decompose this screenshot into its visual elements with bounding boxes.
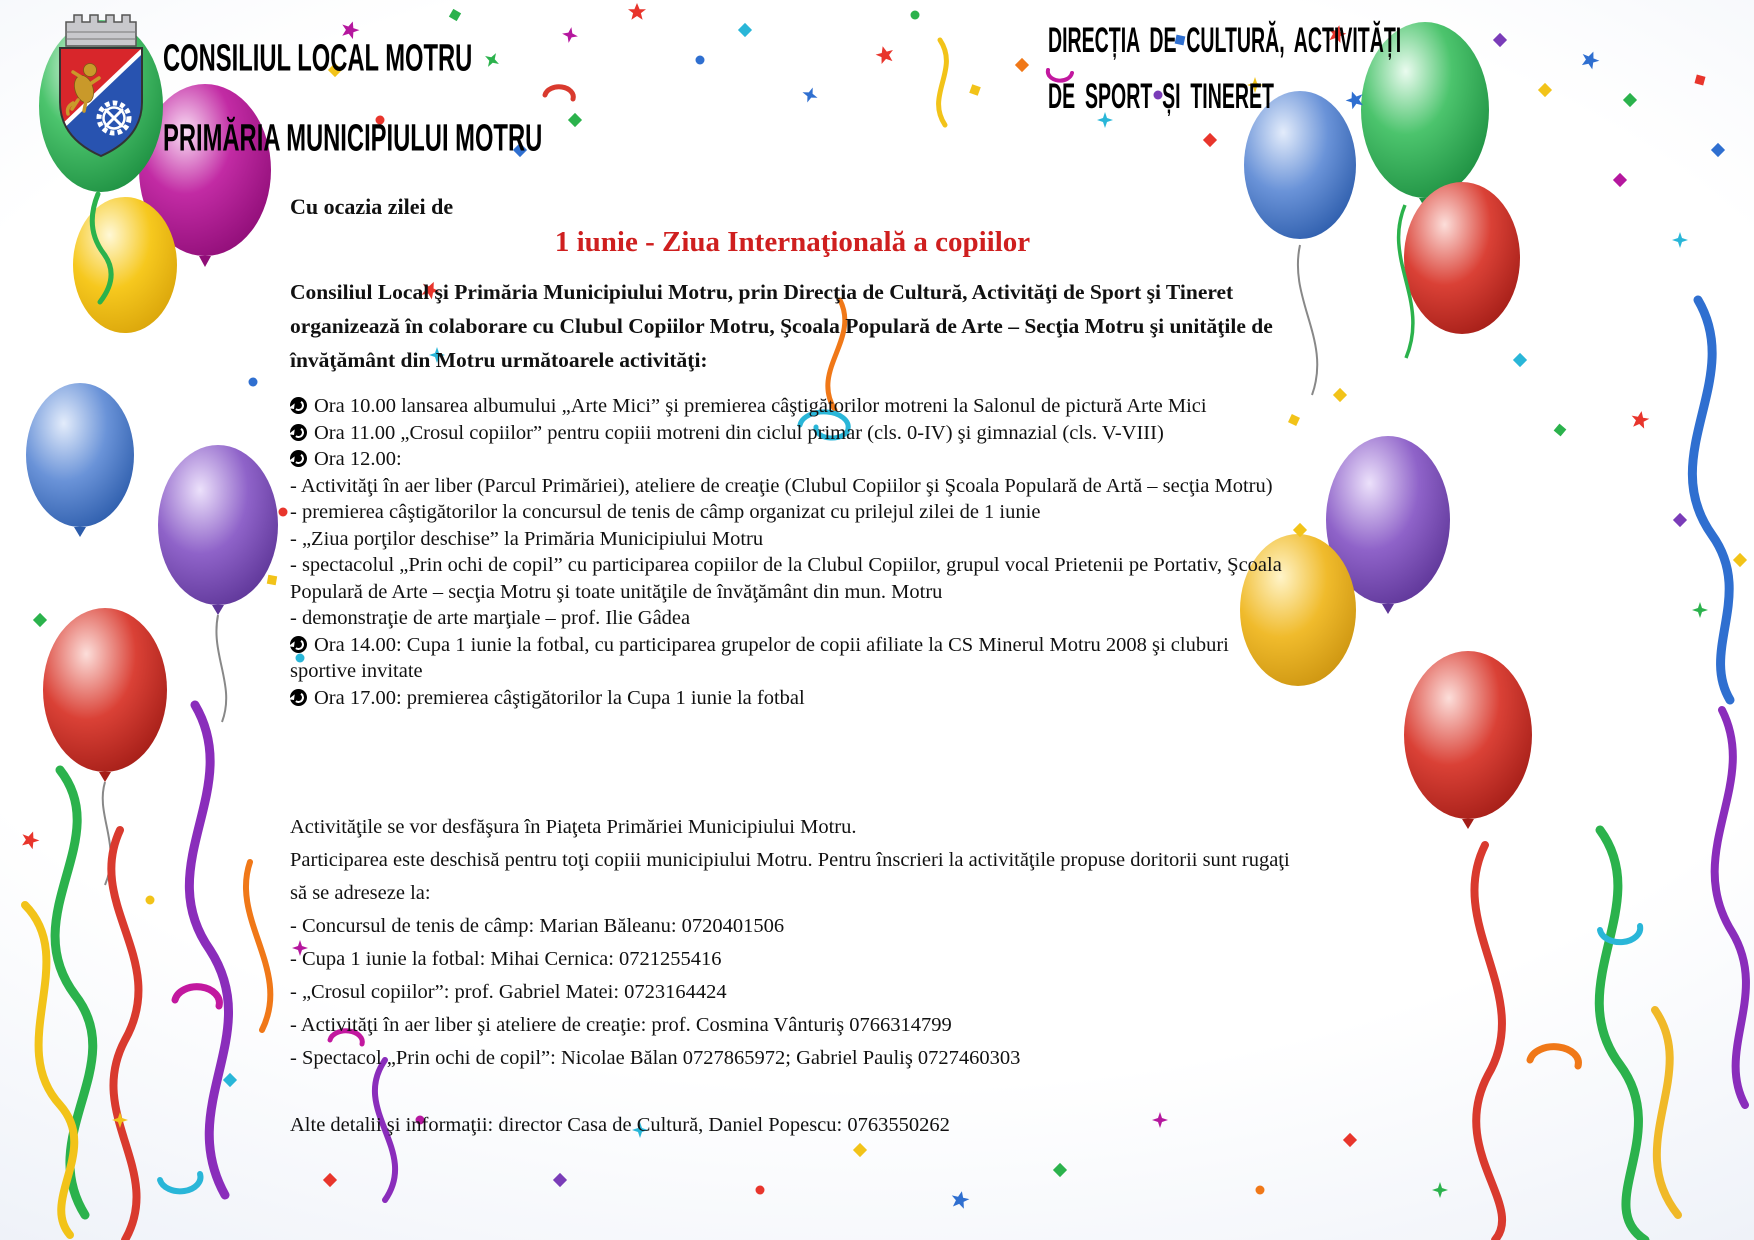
council-title: CONSILIUL LOCAL MOTRU — [163, 36, 473, 79]
lead-paragraph: Consiliul Local şi Primăria Municipiului Motru, prin Direcţia de Cultură, Activităţi de Sport şi Tineret organizează în colaborare cu Clubul Copiilor Motru, Şcoala Populară de Arte – Secţia Motru şi unităţile de învăţământ din Motru următoarele activităţi: — [290, 280, 1273, 372]
activity-text: - premierea câştigătorilor la concursul de tenis de câmp organizat cu prilejul zilei de 1 iunie — [290, 501, 1041, 523]
activity-text: - spectacolul „Prin ochi de copil” cu participarea copiilor de la Clubul Copiilor, grupul vocal Prietenii pe Portativ, Şcoala Populară de Arte – secţia Motru şi toate unităţile de învăţământ din mun. Motru — [290, 554, 1282, 603]
activity-item — [290, 632, 1295, 685]
direction-title-line2: DE SPORT ȘI TINERET — [1048, 76, 1274, 117]
activity-text: Ora 14.00: Cupa 1 iunie la fotbal, cu participarea grupelor de copii afiliate la CS Minerul Motru 2008 şi cluburi sportive invitate — [290, 633, 1229, 682]
activity-text: Ora 10.00 lansarea albumului „Arte Mici” şi premierea câştigătorilor motreni la Salonul de pictură Arte Mici — [314, 395, 1207, 417]
circular-arrow-bullet-icon — [290, 689, 307, 706]
contact-line: - Spectacol „Prin ochi de copil”: Nicolae Bălan 0727865972; Gabriel Pauliş 0727460303 — [290, 1047, 1021, 1069]
header-left — [163, 36, 690, 159]
event-title: 1 iunie - Ziua Internaţională a copiilor — [554, 225, 1031, 258]
contact-line: - Cupa 1 iunie la fotbal: Mihai Cernica: 0721255416 — [290, 948, 722, 970]
activity-item — [290, 685, 1295, 712]
contact-line: - Concursul de tenis de câmp: Marian Băleanu: 0720401506 — [290, 915, 785, 937]
activity-item — [290, 393, 1295, 420]
activity-subitem — [290, 499, 1295, 526]
activity-text: - demonstraţie de arte marţiale – prof. Ilie Gâdea — [290, 607, 691, 629]
activity-subitem — [290, 473, 1295, 500]
castle-icon — [66, 15, 136, 46]
circular-arrow-bullet-icon — [290, 636, 307, 653]
activity-subitem — [290, 526, 1295, 553]
circular-arrow-bullet-icon — [290, 397, 307, 414]
activity-text: - Activităţi în aer liber (Parcul Primăriei), ateliere de creaţie (Clubul Copiilor şi Şcoala Populară de Artă – secţia Motru) — [290, 474, 1273, 497]
activity-subitem — [290, 605, 1295, 632]
contact-line: - „Crosul copiilor”: prof. Gabriel Matei: 0723164424 — [290, 981, 727, 1003]
cityhall-title: PRIMĂRIA MUNICIPIULUI MOTRU — [163, 116, 543, 159]
activity-text: Ora 17.00: premierea câştigătorilor la Cupa 1 iunie la fotbal — [314, 686, 805, 709]
activity-text: Ora 12.00: — [314, 448, 402, 470]
direction-title-line1: DIRECȚIA DE CULTURĂ, ACTIVITĂȚI — [1048, 20, 1402, 61]
participation-note: Participarea este deschisă pentru toţi copiii municipiului Motru. Pentru înscrieri la activităţile propuse doritorii sunt rugaţi să se adreseze la: — [290, 849, 1290, 904]
circular-arrow-bullet-icon — [290, 424, 307, 441]
activities-list — [290, 393, 1295, 711]
circular-arrow-bullet-icon — [290, 450, 307, 467]
info-block — [290, 811, 1295, 1075]
activity-text: - „Ziua porţilor deschise” la Primăria Municipiului Motru — [290, 527, 764, 550]
activity-text: Ora 11.00 „Crosul copiilor” pentru copiii motreni din ciclul primar (cls. 0-IV) şi gimnazial (cls. V-VIII) — [314, 421, 1164, 444]
footer-contact: Alte detalii şi informaţii: director Casa de Cultură, Daniel Popescu: 0763550262 — [290, 1114, 950, 1136]
occasion-intro: Cu ocazia zilei de — [290, 194, 454, 219]
location-note: Activităţile se vor desfăşura în Piaţeta Primăriei Municipiului Motru. — [290, 816, 857, 838]
balloons-left — [26, 84, 278, 885]
activity-subitem — [290, 552, 1295, 605]
flyer-content — [290, 194, 1295, 1163]
activity-item — [290, 446, 1295, 473]
header-right — [1048, 20, 1609, 117]
contact-line: - Activităţi în aer liber şi ateliere de creaţie: prof. Cosmina Vânturiş 0766314799 — [290, 1014, 952, 1036]
activity-item — [290, 420, 1295, 447]
